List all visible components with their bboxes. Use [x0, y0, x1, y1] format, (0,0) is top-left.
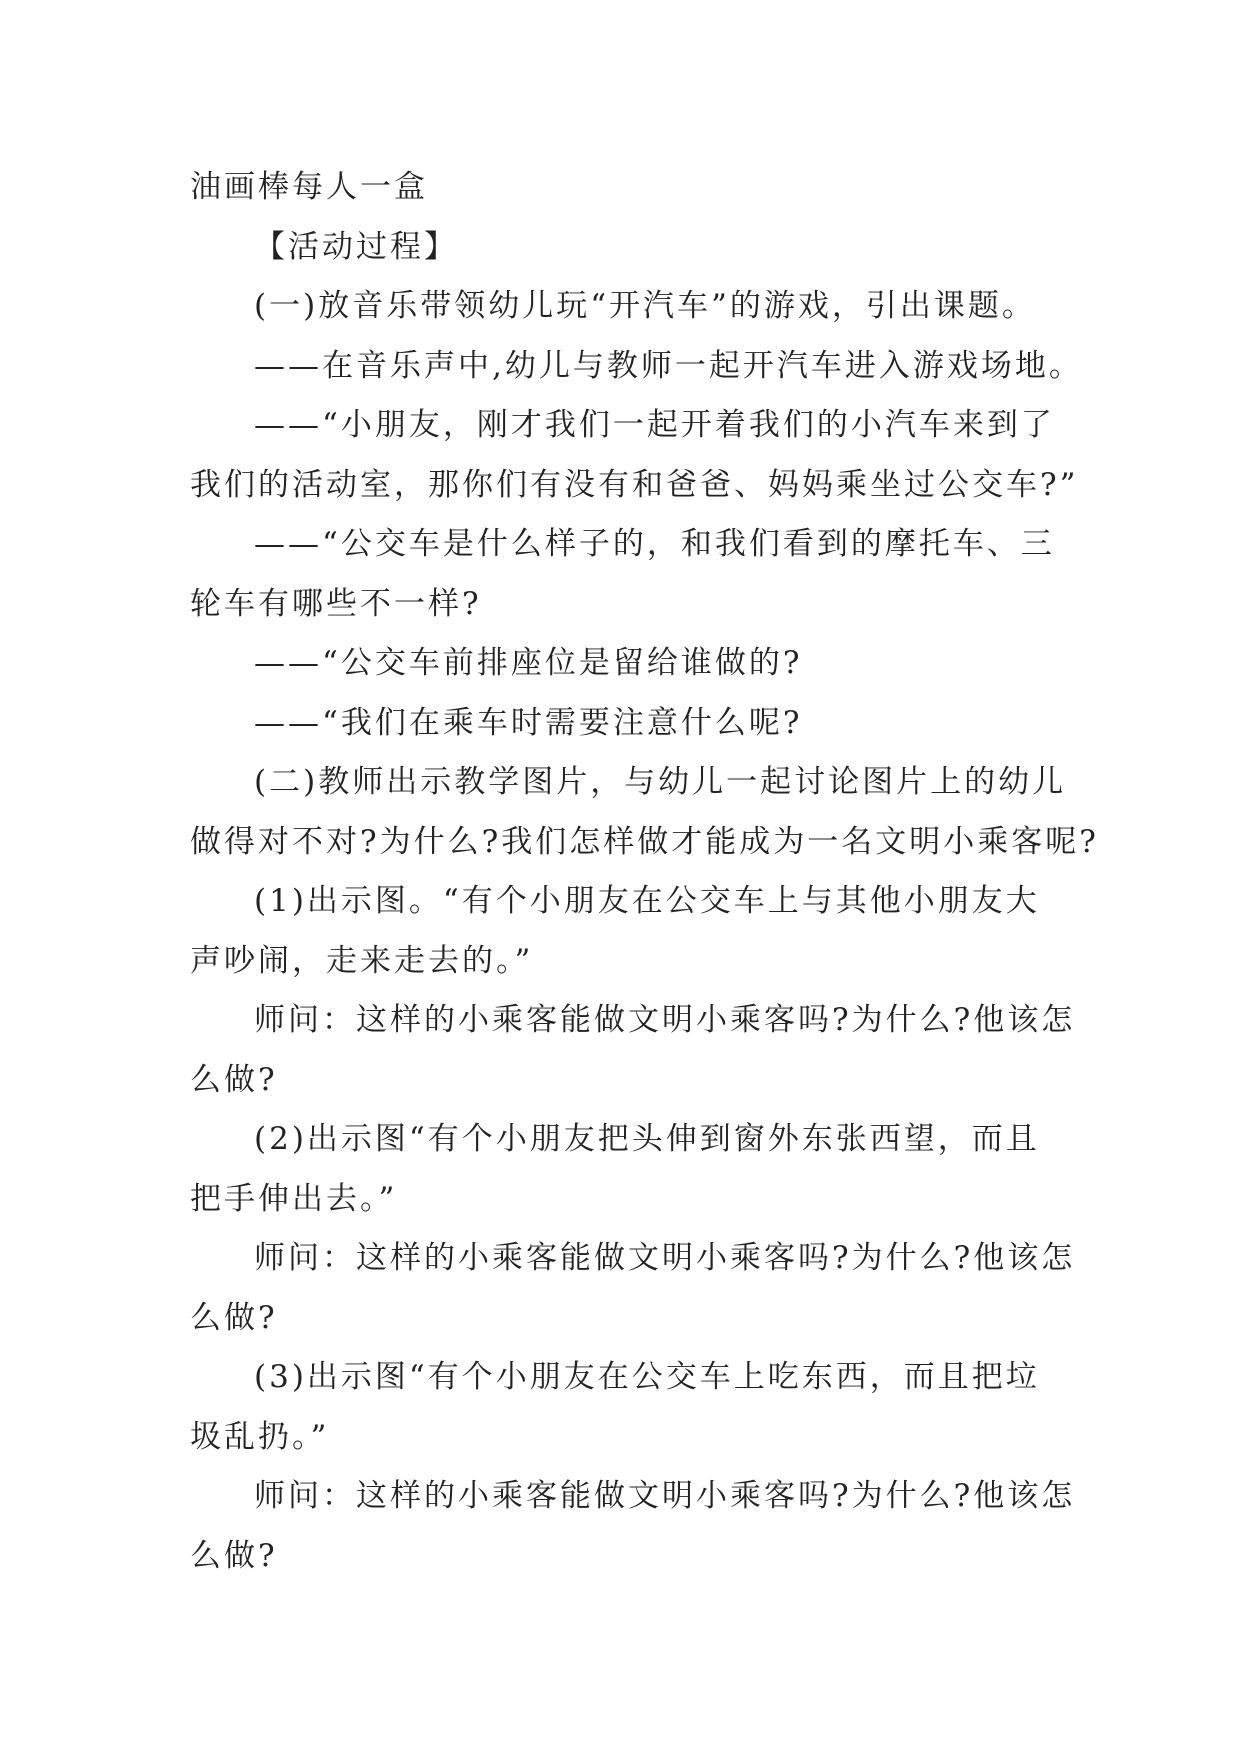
- text-line: (2)出示图“有个小朋友把头伸到窗外东张西望，而且: [254, 1121, 1040, 1157]
- text-line: ——“我们在乘车时需要注意什么呢?: [254, 704, 803, 741]
- text-line: ——“公交车是什么样子的，和我们看到的摩托车、三: [254, 526, 1055, 562]
- text-line: (二)教师出示教学图片，与幼儿一起讨论图片上的幼儿: [254, 764, 1067, 800]
- text-line: ——“小朋友，刚才我们一起开着我们的小汽车来到了: [254, 407, 1055, 443]
- text-line: (1)出示图。“有个小朋友在公交车上与其他小朋友大: [254, 883, 1040, 919]
- text-line: (一)放音乐带领幼儿玩“开汽车”的游戏，引出课题。: [254, 288, 1036, 324]
- text-line: 师问：这样的小乘客能做文明小乘客吗?为什么?他该怎: [254, 1002, 1076, 1038]
- text-line: 圾乱扔。”: [190, 1418, 330, 1455]
- text-line: 做得对不对?为什么?我们怎样做才能成为一名文明小乘客呢?: [190, 823, 1099, 860]
- text-line: ——在音乐声中,幼儿与教师一起开汽车进入游戏场地。: [254, 347, 1083, 384]
- text-line: ——“公交车前排座位是留给谁做的?: [254, 645, 803, 681]
- text-line: 师问：这样的小乘客能做文明小乘客吗?为什么?他该怎: [254, 1478, 1076, 1514]
- text-line: 我们的活动室，那你们有没有和爸爸、妈妈乘坐过公交车?”: [190, 466, 1079, 503]
- text-line: 把手伸出去。”: [190, 1180, 398, 1217]
- text-line: 轮车有哪些不一样?: [190, 585, 482, 622]
- text-line: 么做?: [190, 1299, 278, 1336]
- text-line: 油画棒每人一盒: [190, 169, 428, 205]
- text-line: 么做?: [190, 1537, 278, 1574]
- document-body: [190, 158, 1099, 1586]
- text-line: 么做?: [190, 1061, 278, 1098]
- text-line: 师问：这样的小乘客能做文明小乘客吗?为什么?他该怎: [254, 1240, 1076, 1276]
- text-line: (3)出示图“有个小朋友在公交车上吃东西，而且把垃: [254, 1359, 1040, 1395]
- section-heading: 【活动过程】: [254, 228, 458, 265]
- text-line: 声吵闹，走来走去的。”: [190, 942, 534, 979]
